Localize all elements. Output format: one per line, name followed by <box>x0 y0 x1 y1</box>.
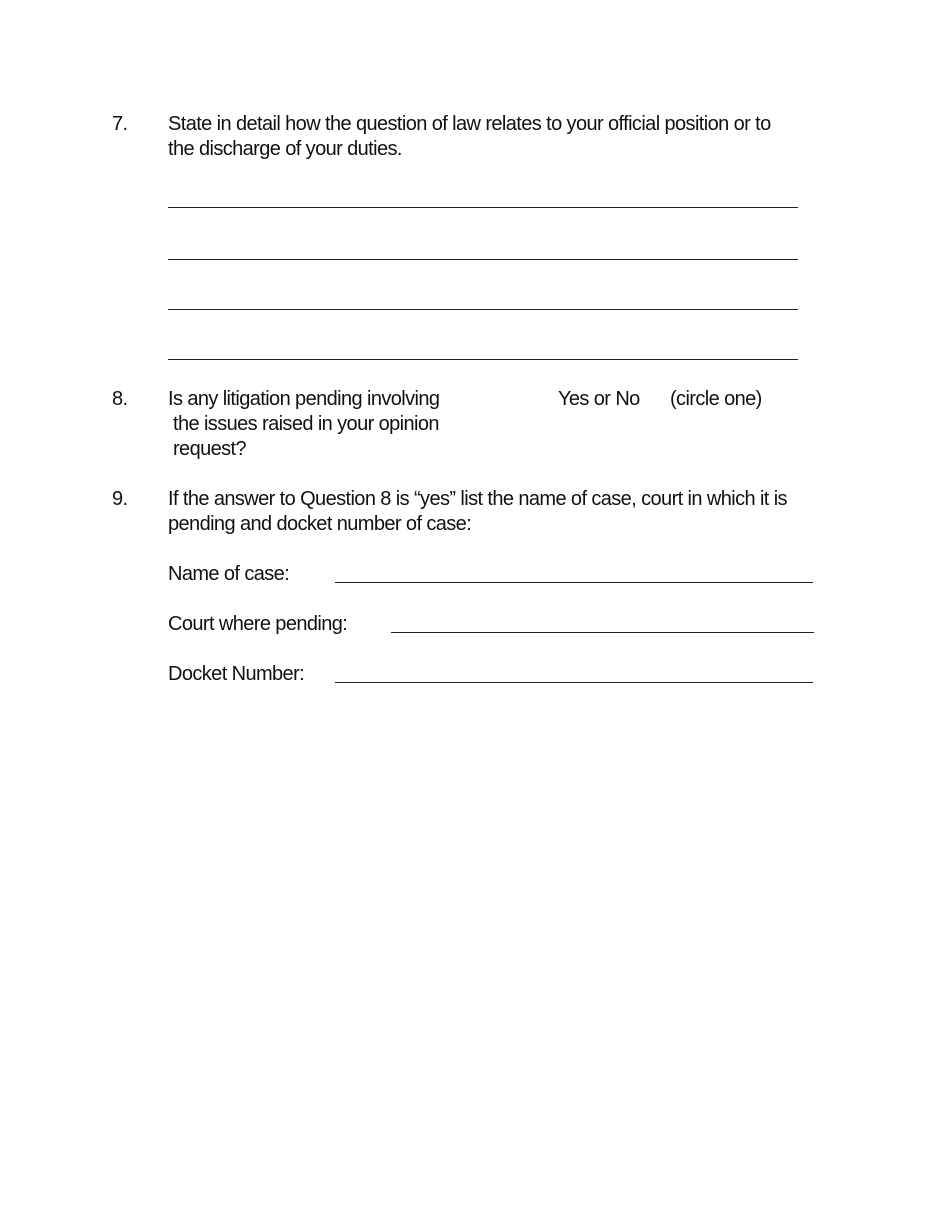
q9-number: 9. <box>112 488 128 510</box>
court-field[interactable] <box>391 632 814 633</box>
q8-text-line1: Is any litigation pending involving <box>168 388 440 410</box>
q7-text-line2: the discharge of your duties. <box>168 138 402 160</box>
case-name-label: Name of case: <box>168 563 290 585</box>
docket-field[interactable] <box>335 682 813 683</box>
q8-yes-no-choice[interactable]: Yes or No <box>558 388 640 410</box>
q9-text-line2: pending and docket number of case: <box>168 513 472 535</box>
q7-answer-line-4[interactable] <box>168 359 798 360</box>
q7-answer-line-3[interactable] <box>168 309 798 310</box>
q8-text-line2: the issues raised in your opinion <box>173 413 439 435</box>
q8-choice-note: (circle one) <box>670 388 762 410</box>
q7-answer-line-2[interactable] <box>168 259 798 260</box>
docket-label: Docket Number: <box>168 663 305 685</box>
q7-answer-line-1[interactable] <box>168 207 798 208</box>
q8-number: 8. <box>112 388 128 410</box>
case-name-field[interactable] <box>335 582 813 583</box>
court-label: Court where pending: <box>168 613 348 635</box>
q7-number: 7. <box>112 113 128 135</box>
q7-text-line1: State in detail how the question of law relates to your official position or to <box>168 113 771 135</box>
q8-text-line3: request? <box>173 438 247 460</box>
q9-text-line1: If the answer to Question 8 is “yes” list the name of case, court in which it is <box>168 488 787 510</box>
